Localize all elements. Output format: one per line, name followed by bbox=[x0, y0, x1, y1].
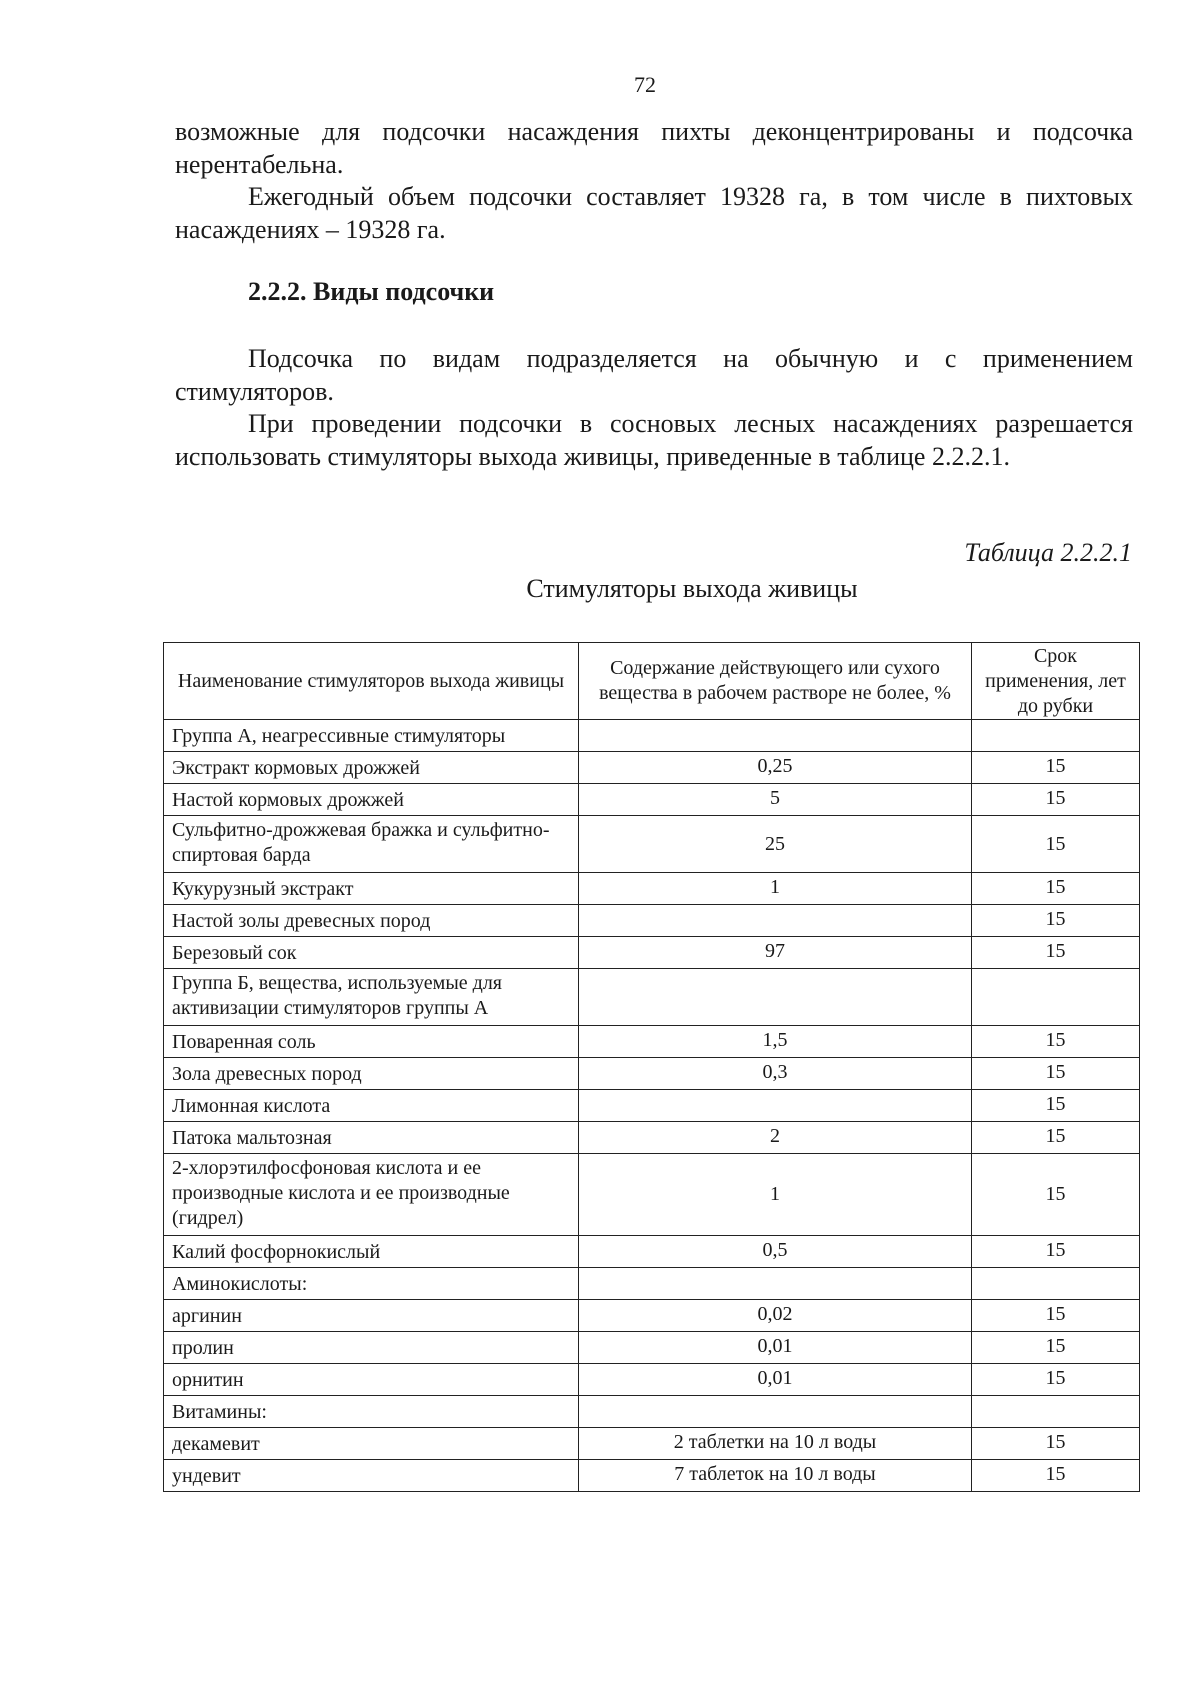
cell-value: 2 bbox=[579, 1122, 972, 1154]
table-row bbox=[164, 784, 1140, 816]
table-row bbox=[164, 969, 1140, 1026]
cell-name: ундевит bbox=[164, 1460, 579, 1492]
table-row bbox=[164, 1090, 1140, 1122]
cell-name: Группа А, неагрессивные стимуляторы bbox=[164, 720, 579, 752]
table-row bbox=[164, 1332, 1140, 1364]
cell-value bbox=[579, 1268, 972, 1300]
cell-name: аргинин bbox=[164, 1300, 579, 1332]
cell-term: 15 bbox=[972, 1122, 1140, 1154]
cell-name: Лимонная кислота bbox=[164, 1090, 579, 1122]
cell-value: 97 bbox=[579, 937, 972, 969]
table-row bbox=[164, 720, 1140, 752]
cell-term: 15 bbox=[972, 752, 1140, 784]
header-name: Наименование стимуляторов выхода живицы bbox=[164, 643, 579, 720]
cell-term: 15 bbox=[972, 816, 1140, 873]
cell-value: 2 таблетки на 10 л воды bbox=[579, 1428, 972, 1460]
cell-value bbox=[579, 969, 972, 1026]
paragraph-text: Ежегодный объем подсочки составляет 19328 га, в том числе в пихтовых насаждениях – 19328 га. bbox=[175, 182, 1133, 244]
table-row bbox=[164, 873, 1140, 905]
cell-name: Группа Б, вещества, используемые для активизации стимуляторов группы А bbox=[164, 969, 579, 1026]
table-row bbox=[164, 1300, 1140, 1332]
cell-value: 0,01 bbox=[579, 1332, 972, 1364]
cell-term: 15 bbox=[972, 784, 1140, 816]
cell-name: Зола древесных пород bbox=[164, 1058, 579, 1090]
paragraph-text: При проведении подсочки в сосновых лесных насаждениях разрешается использовать стимуляторы выхода живицы, приведенные в таблице 2.2.2.1. bbox=[175, 409, 1133, 471]
table-row bbox=[164, 816, 1140, 873]
table-row bbox=[164, 1236, 1140, 1268]
cell-value: 0,25 bbox=[579, 752, 972, 784]
table-header-row bbox=[164, 643, 1140, 720]
stimulators-table bbox=[163, 642, 1140, 1492]
cell-name: Поваренная соль bbox=[164, 1026, 579, 1058]
paragraph-stimulators bbox=[175, 408, 1133, 473]
table-row bbox=[164, 1268, 1140, 1300]
paragraph-annual-volume bbox=[175, 181, 1133, 246]
table-row bbox=[164, 1154, 1140, 1236]
cell-name: декамевит bbox=[164, 1428, 579, 1460]
paragraph-types bbox=[175, 343, 1133, 408]
cell-term: 15 bbox=[972, 1300, 1140, 1332]
cell-value: 5 bbox=[579, 784, 972, 816]
cell-value: 0,01 bbox=[579, 1364, 972, 1396]
table-row bbox=[164, 752, 1140, 784]
table-row bbox=[164, 1428, 1140, 1460]
cell-term: 15 bbox=[972, 1058, 1140, 1090]
cell-term bbox=[972, 720, 1140, 752]
cell-term: 15 bbox=[972, 905, 1140, 937]
cell-name: Кукурузный экстракт bbox=[164, 873, 579, 905]
table-label: Таблица 2.2.2.1 bbox=[964, 538, 1132, 567]
cell-value bbox=[579, 1090, 972, 1122]
cell-term bbox=[972, 1396, 1140, 1428]
cell-value: 7 таблеток на 10 л воды bbox=[579, 1460, 972, 1492]
cell-term: 15 bbox=[972, 1332, 1140, 1364]
cell-value bbox=[579, 720, 972, 752]
cell-term: 15 bbox=[972, 1460, 1140, 1492]
cell-value: 1 bbox=[579, 1154, 972, 1236]
table-row bbox=[164, 1460, 1140, 1492]
cell-term bbox=[972, 969, 1140, 1026]
cell-value bbox=[579, 1396, 972, 1428]
cell-value bbox=[579, 905, 972, 937]
cell-term: 15 bbox=[972, 1090, 1140, 1122]
paragraph-continuation bbox=[175, 116, 1133, 181]
cell-term bbox=[972, 1268, 1140, 1300]
cell-term: 15 bbox=[972, 1236, 1140, 1268]
paragraph-text: Подсочка по видам подразделяется на обычную и с применением стимуляторов. bbox=[175, 344, 1133, 406]
cell-name: Аминокислоты: bbox=[164, 1268, 579, 1300]
cell-name: пролин bbox=[164, 1332, 579, 1364]
table-row bbox=[164, 1058, 1140, 1090]
cell-value: 0,02 bbox=[579, 1300, 972, 1332]
cell-name: Калий фосфорнокислый bbox=[164, 1236, 579, 1268]
section-heading: 2.2.2. Виды подсочки bbox=[248, 277, 495, 306]
paragraph-text: возможные для подсочки насаждения пихты деконцентрированы и подсочка нерентабельна. bbox=[175, 117, 1133, 179]
cell-term: 15 bbox=[972, 873, 1140, 905]
cell-term: 15 bbox=[972, 937, 1140, 969]
cell-term: 15 bbox=[972, 1428, 1140, 1460]
cell-name: Экстракт кормовых дрожжей bbox=[164, 752, 579, 784]
cell-value: 0,5 bbox=[579, 1236, 972, 1268]
cell-name: Настой кормовых дрожжей bbox=[164, 784, 579, 816]
table-row bbox=[164, 1122, 1140, 1154]
table-row bbox=[164, 1396, 1140, 1428]
cell-name: Патока мальтозная bbox=[164, 1122, 579, 1154]
cell-value: 1 bbox=[579, 873, 972, 905]
table-row bbox=[164, 1364, 1140, 1396]
cell-name: Березовый сок bbox=[164, 937, 579, 969]
page-number: 72 bbox=[634, 72, 656, 97]
cell-name: орнитин bbox=[164, 1364, 579, 1396]
cell-value: 25 bbox=[579, 816, 972, 873]
cell-term: 15 bbox=[972, 1364, 1140, 1396]
cell-name: 2-хлорэтилфосфоновая кислота и ее производные кислота и ее производные (гидрел) bbox=[164, 1154, 579, 1236]
header-term: Срок применения, лет до рубки bbox=[972, 643, 1140, 720]
table-row bbox=[164, 937, 1140, 969]
cell-name: Витамины: bbox=[164, 1396, 579, 1428]
cell-value: 0,3 bbox=[579, 1058, 972, 1090]
cell-name: Настой золы древесных пород bbox=[164, 905, 579, 937]
table-title: Стимуляторы выхода живицы bbox=[526, 574, 858, 603]
cell-term: 15 bbox=[972, 1026, 1140, 1058]
cell-value: 1,5 bbox=[579, 1026, 972, 1058]
cell-term: 15 bbox=[972, 1154, 1140, 1236]
table-row bbox=[164, 1026, 1140, 1058]
table-row bbox=[164, 905, 1140, 937]
cell-name: Сульфитно-дрожжевая бражка и сульфитно-спиртовая барда bbox=[164, 816, 579, 873]
header-content: Содержание действующего или сухого вещества в рабочем растворе не более, % bbox=[579, 643, 972, 720]
